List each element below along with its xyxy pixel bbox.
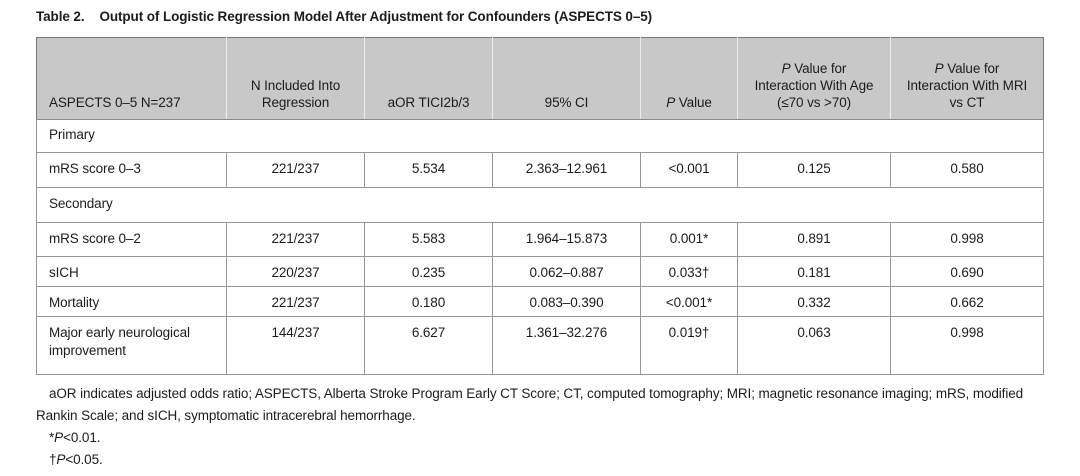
footnote-marker: * bbox=[49, 430, 55, 445]
table-cell: 0.235 bbox=[365, 257, 493, 287]
table-cell: 220/237 bbox=[227, 257, 365, 287]
table-cell: 0.998 bbox=[891, 317, 1044, 375]
header-row bbox=[37, 38, 1044, 120]
table-cell: 5.583 bbox=[365, 223, 493, 257]
table-row-mortality bbox=[37, 287, 1044, 317]
table-cell: mRS score 0–2 bbox=[37, 223, 227, 257]
table-cell: 0.580 bbox=[891, 153, 1044, 188]
table-cell: 0.033† bbox=[641, 257, 738, 287]
table-row-major-early-neuro bbox=[37, 317, 1044, 375]
table-cell: 0.181 bbox=[738, 257, 891, 287]
table-cell: 5.534 bbox=[365, 153, 493, 188]
column-header-label: 95% CI bbox=[544, 95, 589, 110]
table-cell: 0.690 bbox=[891, 257, 1044, 287]
column-header-italic: P bbox=[781, 61, 791, 76]
column-header-italic: P bbox=[666, 95, 676, 110]
column-header-aor-tici bbox=[365, 38, 493, 120]
table-cell: Mortality bbox=[37, 287, 227, 317]
column-header-aspects bbox=[37, 38, 227, 120]
column-header-label: aOR TICI2b/3 bbox=[387, 95, 470, 110]
table-cell: sICH bbox=[37, 257, 227, 287]
significance-note-p05 bbox=[36, 449, 1043, 471]
table-cell: 0.062–0.887 bbox=[493, 257, 641, 287]
table-number: Table 2. bbox=[36, 9, 85, 24]
section-label: Secondary bbox=[37, 188, 1044, 223]
abbreviations-text: aOR indicates adjusted odds ratio; ASPECTS, Alberta Stroke Program Early CT Score; CT, computed tomography; MRI; magnetic resonance imaging; mRS, modified Rankin Scale; and sICH, symptomatic intracerebral hemorrhage. bbox=[36, 386, 1024, 423]
table-cell: mRS score 0–3 bbox=[37, 153, 227, 188]
column-header-p-mri-interaction bbox=[891, 38, 1044, 120]
table-row-sich bbox=[37, 257, 1044, 287]
section-row-primary bbox=[37, 120, 1044, 153]
table-cell: 221/237 bbox=[227, 287, 365, 317]
column-header-p-value bbox=[641, 38, 738, 120]
footnote-p-symbol: P bbox=[56, 452, 66, 467]
column-header-label: Value for Interaction With MRI vs CT bbox=[906, 61, 1028, 110]
table-header bbox=[37, 38, 1044, 120]
table-cell: 2.363–12.961 bbox=[493, 153, 641, 188]
table-cell: 1.964–15.873 bbox=[493, 223, 641, 257]
table-cell: Major early neurological improvement bbox=[37, 317, 227, 375]
table-cell: <0.001* bbox=[641, 287, 738, 317]
column-header-label: Value bbox=[675, 95, 712, 110]
table-caption: Output of Logistic Regression Model After Adjustment for Confounders (ASPECTS 0–5) bbox=[99, 9, 653, 24]
footnotes bbox=[36, 383, 1043, 471]
table-cell: 0.125 bbox=[738, 153, 891, 188]
table-cell: 144/237 bbox=[227, 317, 365, 375]
table-row-mrs-0-2 bbox=[37, 223, 1044, 257]
table-cell: 221/237 bbox=[227, 153, 365, 188]
table-cell: 0.063 bbox=[738, 317, 891, 375]
table-cell: 0.180 bbox=[365, 287, 493, 317]
column-header-italic: P bbox=[934, 61, 944, 76]
column-header-label: Value for Interaction With Age (≤70 vs >70) bbox=[754, 61, 874, 110]
table-row-mrs-0-3 bbox=[37, 153, 1044, 188]
section-label: Primary bbox=[37, 120, 1044, 153]
significance-note-p01 bbox=[36, 427, 1043, 449]
table-title bbox=[36, 9, 1080, 24]
results-table bbox=[36, 37, 1044, 375]
table-cell: 0.662 bbox=[891, 287, 1044, 317]
column-header-label: N Included Into Regression bbox=[250, 78, 341, 110]
table-cell: 221/237 bbox=[227, 223, 365, 257]
table-cell: 0.332 bbox=[738, 287, 891, 317]
table-cell: 6.627 bbox=[365, 317, 493, 375]
table-cell: 0.891 bbox=[738, 223, 891, 257]
footnote-marker: † bbox=[49, 452, 57, 467]
table-cell: 0.998 bbox=[891, 223, 1044, 257]
table-cell: 0.083–0.390 bbox=[493, 287, 641, 317]
column-header-n-included bbox=[227, 38, 365, 120]
footnote-threshold: <0.01. bbox=[63, 430, 101, 445]
table-cell: 0.001* bbox=[641, 223, 738, 257]
footnote-p-symbol: P bbox=[54, 430, 64, 445]
table-body bbox=[37, 120, 1044, 375]
column-header-label: ASPECTS 0–5 N=237 bbox=[49, 95, 181, 110]
table-cell: 0.019† bbox=[641, 317, 738, 375]
table-cell: <0.001 bbox=[641, 153, 738, 188]
section-row-secondary bbox=[37, 188, 1044, 223]
footnote-threshold: <0.05. bbox=[65, 452, 103, 467]
table-cell: 1.361–32.276 bbox=[493, 317, 641, 375]
column-header-p-age-interaction bbox=[738, 38, 891, 120]
column-header-ci bbox=[493, 38, 641, 120]
abbreviations-note bbox=[36, 383, 1043, 427]
